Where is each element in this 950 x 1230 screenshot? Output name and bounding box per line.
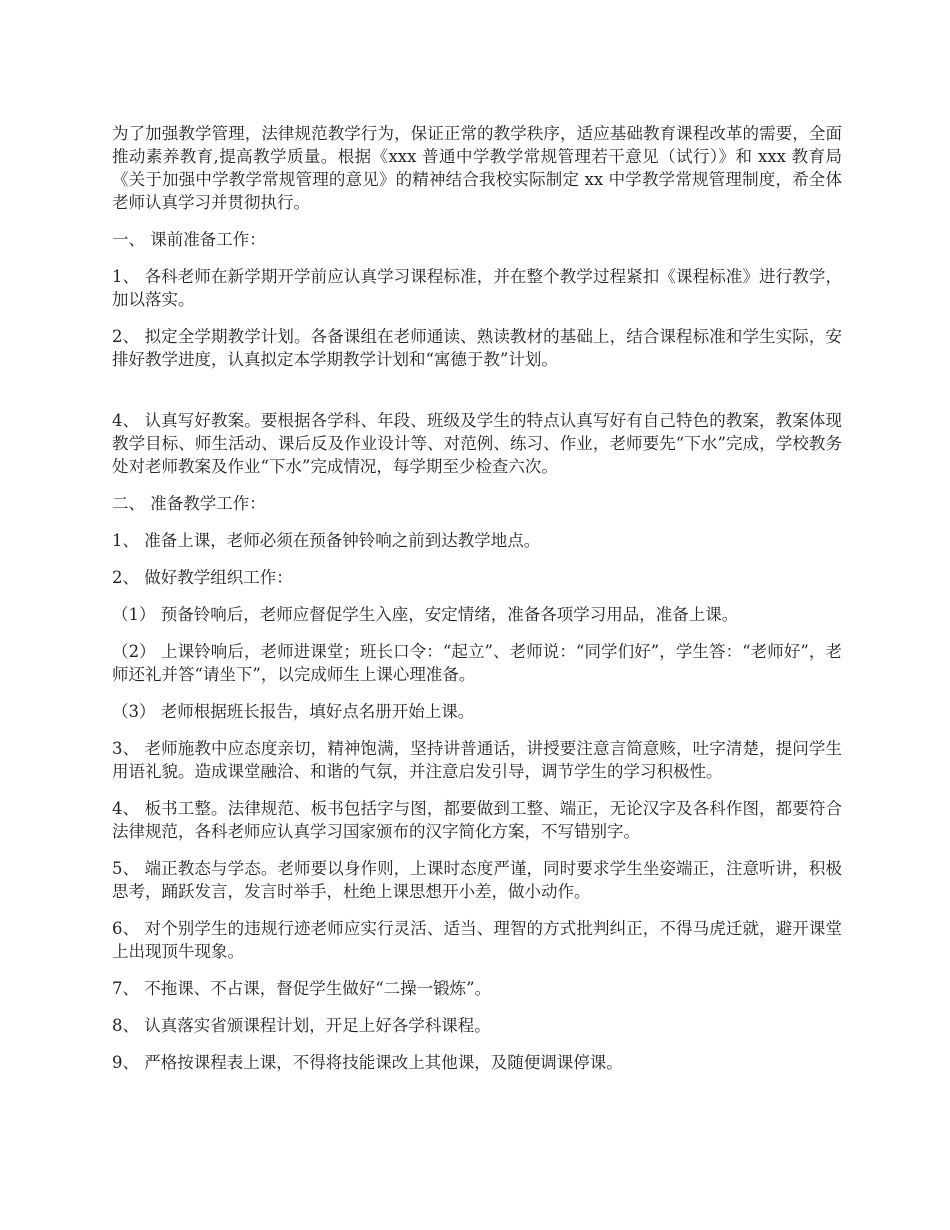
section-2-item-7: 7、 不拖课、不占课，督促学生做好“二操一锻炼”。 xyxy=(112,979,492,998)
section-2-subitem-2: （2） 上课铃响后，老师进课堂；班长口令：“起立”、老师说：“同学们好”，学生答：“老师好”，老师还礼并答“请坐下”，以完成师生上课心理准备。 xyxy=(112,642,842,684)
section-2-item-5: 5、 端正教态与学态。老师要以身作则，上课时态度严谨，同时要求学生坐姿端正，注意听讲，积极思考，踊跃发言，发言时举手，杜绝上课思想开小差，做小动作。 xyxy=(112,859,842,901)
section-2-item-8: 8、 认真落实省颁课程计划，开足上好各学科课程。 xyxy=(112,1016,491,1035)
section-2-item-4: 4、 板书工整。法律规范、板书包括字与图，都要做到工整、端正，无论汉字及各科作图，都要符合法律规范，各科老师应认真学习国家颁布的汉字简化方案，不写错别字。 xyxy=(112,799,842,841)
blank-gap xyxy=(112,385,842,409)
section-2-item-2: 2、 做好教学组织工作： xyxy=(112,568,293,587)
section-1-item-2: 2、 拟定全学期教学计划。各备课组在老师通读、熟读教材的基础上，结合课程标准和学生实际，安排好教学进度，认真拟定本学期教学计划和“寓德于教”计划。 xyxy=(112,327,842,369)
section-2-subitem-1: （1） 预备铃响后，老师应督促学生入座，安定情绪，准备各项学习用品，准备上课。 xyxy=(112,605,739,624)
section-2-item-9: 9、 严格按课程表上课，不得将技能课改上其他课，及随便调课停课。 xyxy=(112,1053,623,1072)
intro-paragraph: 为了加强教学管理，法律规范教学行为，保证正常的教学秩序，适应基础教育课程改革的需要，全面推动素养教育,提高教学质量。根据《xxx 普通中学教学常规管理若干意见（试行）》和 xxx 教育局《关于加强中学教学常规管理的意见》的精神结合我校实际制定 xx 中学教学常规管理制度，希全体老师认真学习并贯彻执行。 xyxy=(112,124,842,212)
section-2-item-1: 1、 准备上课，老师必须在预备钟铃响之前到达教学地点。 xyxy=(112,531,541,550)
section-1-item-1: 1、 各科老师在新学期开学前应认真学习课程标准，并在整个教学过程紧扣《课程标准》进行教学，加以落实。 xyxy=(112,267,842,309)
section-1-item-4: 4、 认真写好教案。要根据各学科、年段、班级及学生的特点认真写好有自己特色的教案，教案体现教学目标、师生活动、课后反及作业设计等、对范例、练习、作业，老师要先“下水”完成，学校教务处对老师教案及作业“下水”完成情况，每学期至少检查六次。 xyxy=(112,411,842,476)
section-2-subitem-3: （3） 老师根据班长报告，填好点名册开始上课。 xyxy=(112,702,475,721)
section-1-heading: 一、 课前准备工作： xyxy=(112,230,266,249)
section-2-item-3: 3、 老师施教中应态度亲切，精神饱满，坚持讲普通话，讲授要注意言简意赅，吐字清楚，提问学生用语礼貌。造成课堂融洽、和谐的气氛，并注意启发引导，调节学生的学习积极性。 xyxy=(112,739,842,781)
section-2-heading: 二、 准备教学工作： xyxy=(112,494,266,513)
section-2-item-6: 6、 对个别学生的违规行迹老师应实行灵活、适当、理智的方式批判纠正，不得马虎迁就，避开课堂上出现顶牛现象。 xyxy=(112,919,842,961)
